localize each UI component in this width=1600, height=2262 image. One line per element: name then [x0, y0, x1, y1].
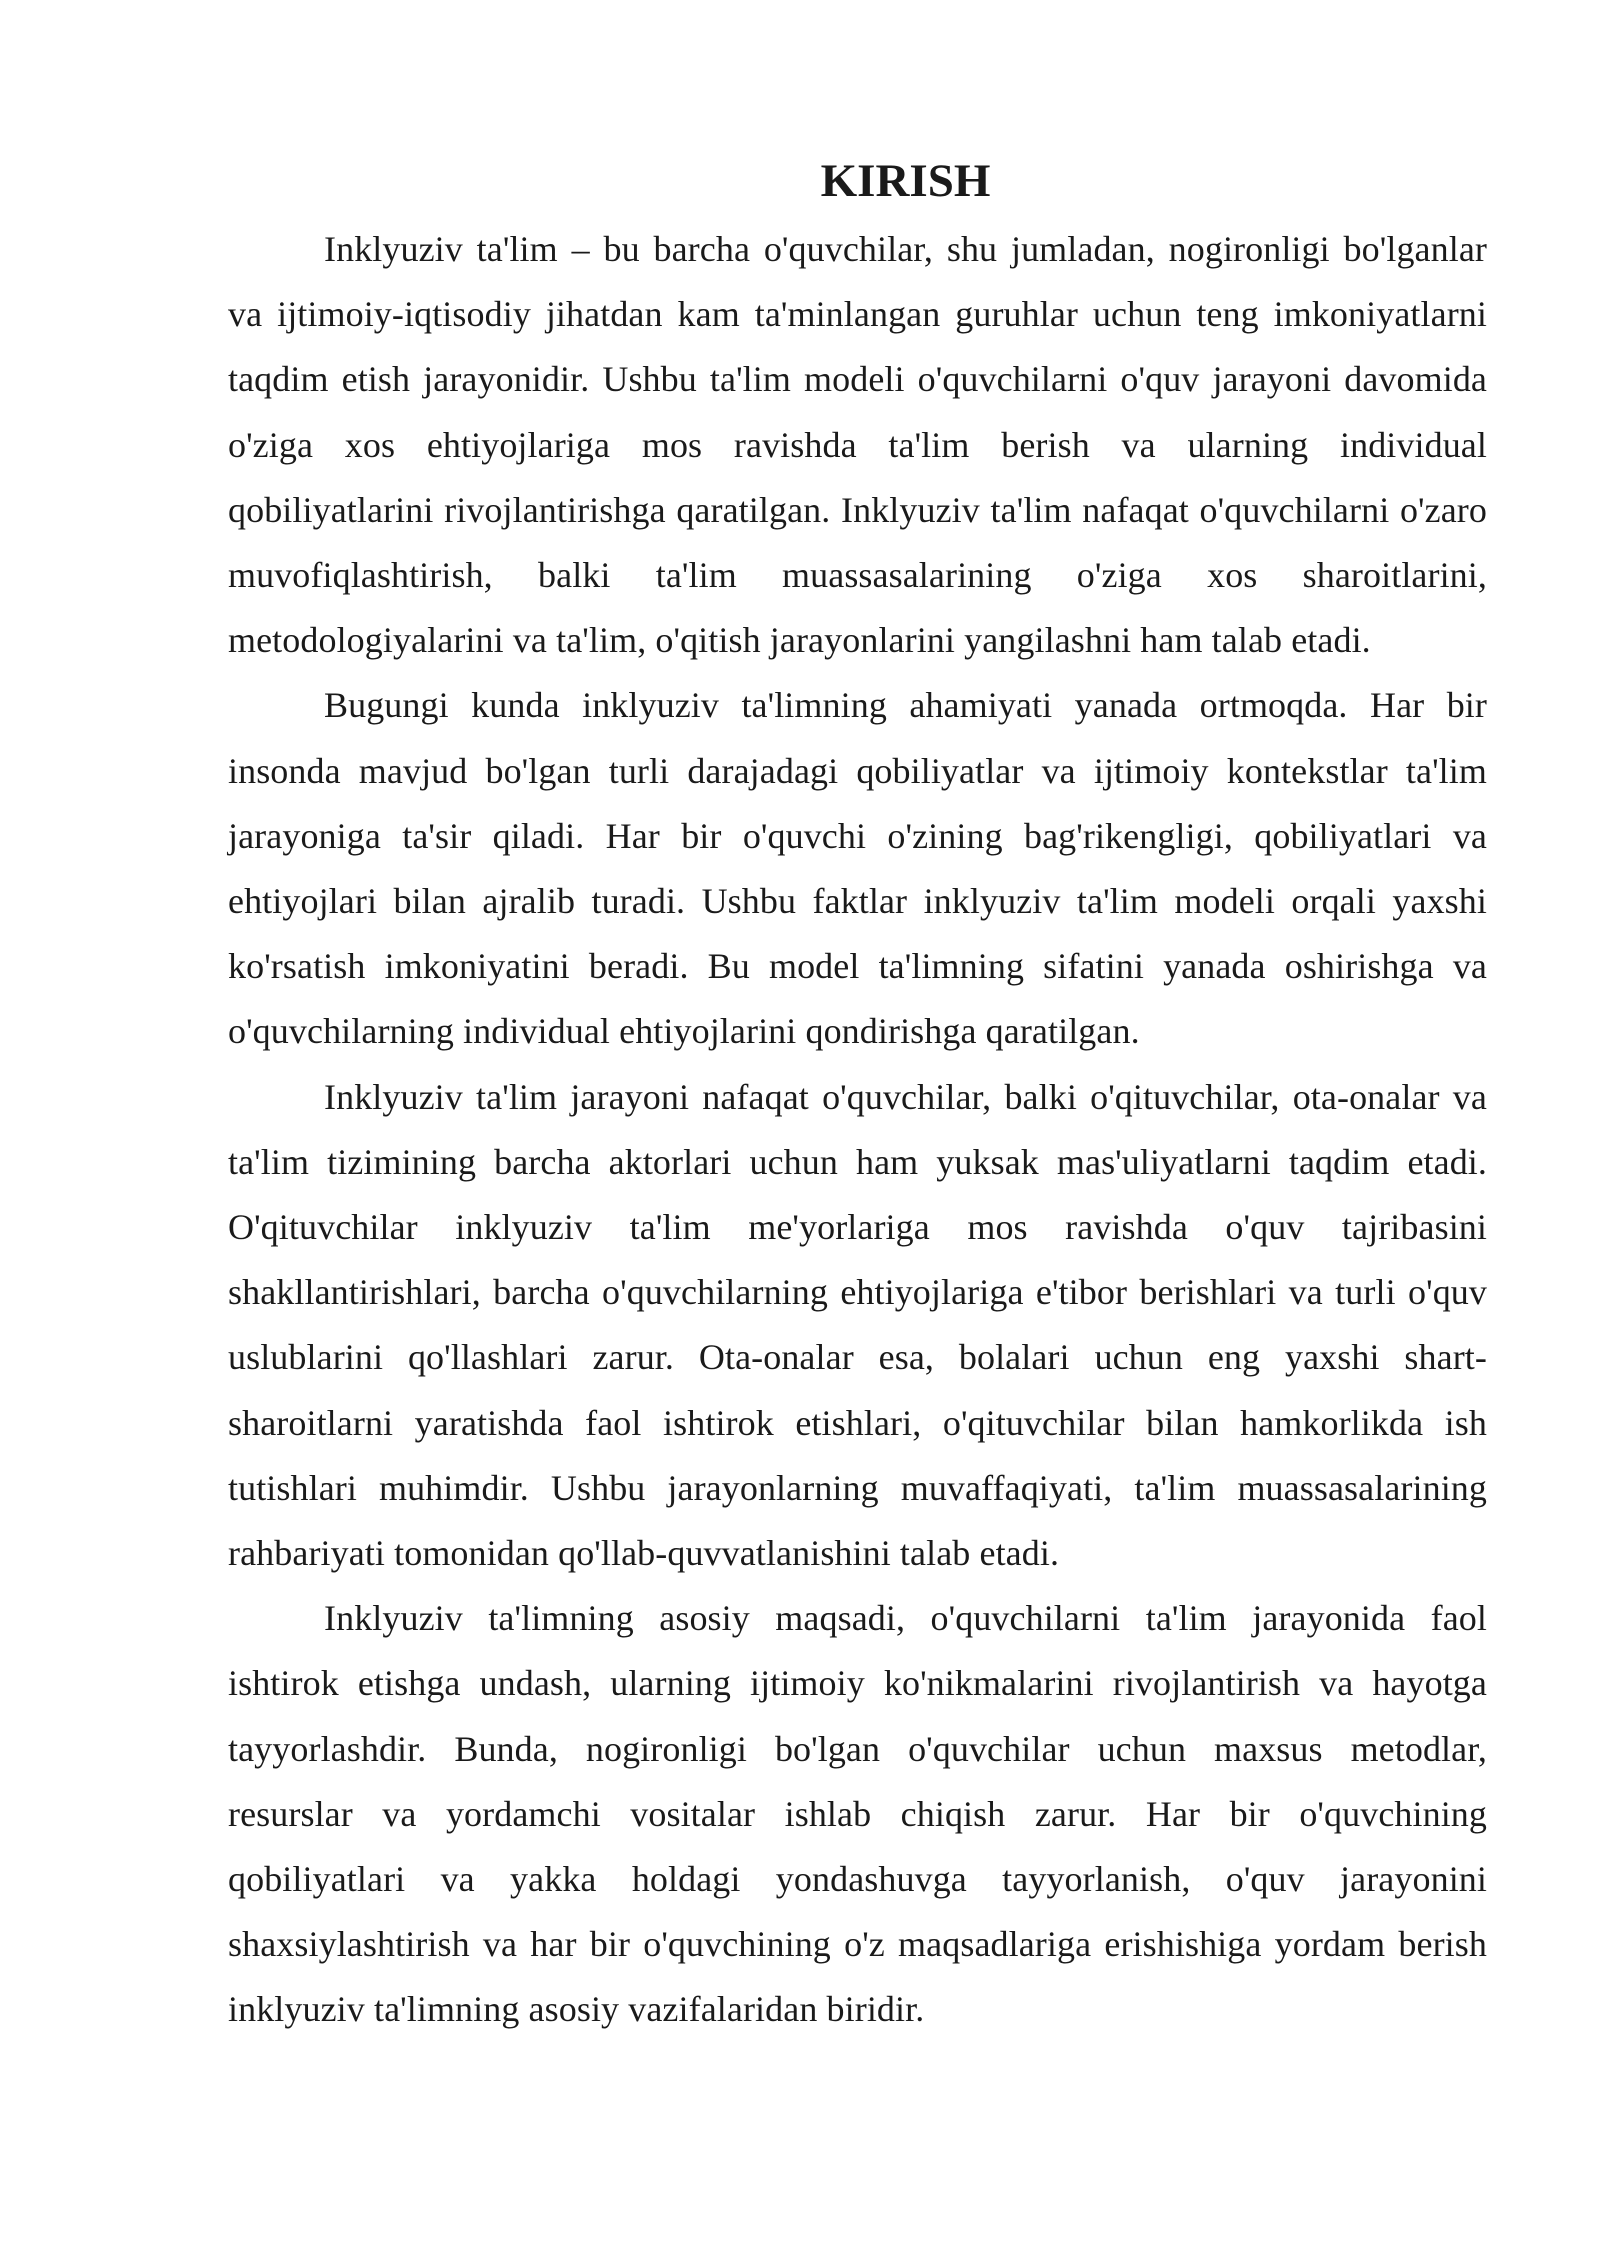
paragraph-2: Bugungi kunda inklyuziv ta'limning ahamiyati yanada ortmoqda. Har bir insonda mavjud bo'lgan turli darajadagi qobiliyatlar va ijtimoiy kontekstlar ta'lim jarayoniga ta'sir qiladi. Har bir o'quvchi o'zining bag'rikengligi, qobiliyatlari va ehtiyojlari bilan ajralib turadi. Ushbu faktlar inklyuziv ta'lim modeli orqali yaxshi ko'rsatish imkoniyatini beradi. Bu model ta'limning sifatini yanada oshirishga va o'quvchilarning individual ehtiyojlarini qondirishga qaratilgan. [228, 685, 1487, 1052]
paragraph-3: Inklyuziv ta'lim jarayoni nafaqat o'quvchilar, balki o'qituvchilar, ota-onalar va ta'lim tizimining barcha aktorlari uchun ham yuksak mas'uliyatlarni taqdim etadi. O'qituvchilar inklyuziv ta'lim me'yorlariga mos ravishda o'quv tajribasini shakllantirishlari, barcha o'quvchilarning ehtiyojlariga e'tibor berishlari va turli o'quv uslublarini qo'llashlari zarur. Ota-onalar esa, bolalari uchun eng yaxshi shart-sharoitlarni yaratishda faol ishtirok etishlari, o'qituvchilar bilan hamkorlikda ish tutishlari muhimdir. Ushbu jarayonlarning muvaffaqiyati, ta'lim muassasalarining rahbariyati tomonidan qo'llab-quvvatlanishini talab etadi. [228, 1076, 1487, 1574]
paragraph-4: Inklyuziv ta'limning asosiy maqsadi, o'quvchilarni ta'lim jarayonida faol ishtirok etishga undash, ularning ijtimoiy ko'nikmalarini rivojlantirish va hayotga tayyorlashdir. Bunda, nogironligi bo'lgan o'quvchilar uchun maxsus metodlar, resurslar va yordamchi vositalar ishlab chiqish zarur. Har bir o'quvchining qobiliyatlari va yakka holdagi yondashuvga tayyorlanish, o'quv jarayonini shaxsiylashtirish va har bir o'quvchining o'z maqsadlariga erishishiga yordam berish inklyuziv ta'limning asosiy vazifalaridan biridir. [228, 1598, 1487, 2030]
paragraph-1: Inklyuziv ta'lim – bu barcha o'quvchilar, shu jumladan, nogironligi bo'lganlar va ijtimoiy-iqtisodiy jihatdan kam ta'minlangan guruhlar uchun teng imkoniyatlarni taqdim etish jarayonidir. Ushbu ta'lim modeli o'quvchilarni o'quv jarayoni davomida o'ziga xos ehtiyojlariga mos ravishda ta'lim berish va ularning individual qobiliyatlarini rivojlantirishga qaratilgan. Inklyuziv ta'lim nafaqat o'quvchilarni o'zaro muvofiqlashtirish, balki ta'lim muassasalarining o'ziga xos sharoitlarini, metodologiyalarini va ta'lim, o'qitish jarayonlarini yangilashni ham talab etadi. [228, 229, 1487, 661]
page-title: KIRISH [820, 155, 991, 207]
document-page [228, 145, 1487, 2043]
